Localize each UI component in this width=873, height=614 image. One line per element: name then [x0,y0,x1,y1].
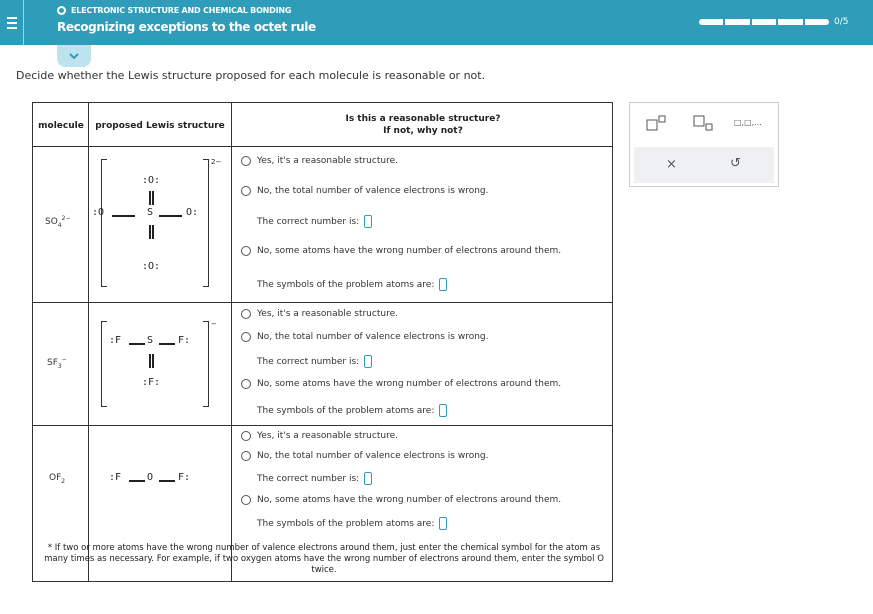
problem-atoms-field: The symbols of the problem atoms are: [257,278,447,291]
correct-number-field: The correct number is: [257,215,372,228]
problem-atoms-field: The symbols of the problem atoms are: [257,404,447,417]
option-yes[interactable]: Yes, it's a reasonable structure. [241,431,398,441]
option-yes[interactable]: Yes, it's a reasonable structure. [241,309,398,319]
atom-o-left: :O [92,207,105,218]
radio-button[interactable] [241,186,251,196]
single-bond [112,215,135,217]
atom-f-right: F: [178,335,191,346]
radio-button[interactable] [241,332,251,342]
atom-f-left: :F [109,335,122,346]
col-header-molecule: molecule [38,121,84,131]
problem-atoms-input[interactable] [439,278,447,291]
correct-number-input[interactable] [364,472,372,485]
double-bond [149,354,154,368]
molecule-formula: $SO_4^{2-}$ [45,215,71,229]
left-bracket [101,321,107,407]
progress-label: 0/5 [834,17,849,27]
lewis-structure-table [32,102,613,582]
undo-icon[interactable]: ↺ [730,156,741,171]
radio-button[interactable] [241,309,251,319]
option-wrong-atoms[interactable]: No, some atoms have the wrong number of electrons around them. [241,379,561,389]
list-tool-icon[interactable]: □,□,... [734,118,762,127]
option-wrong-atoms[interactable]: No, some atoms have the wrong number of electrons around them. [241,246,561,256]
single-bond [129,480,145,482]
atom-f-left: :F [109,472,122,483]
progress-bar [699,19,829,25]
radio-button[interactable] [241,451,251,461]
subscript-tool-icon[interactable] [693,115,713,134]
page-title: Recognizing exceptions to the octet rule [57,20,316,34]
atom-o-bottom: :O: [142,261,161,272]
single-bond [129,343,145,345]
problem-atoms-input[interactable] [439,404,447,417]
problem-atoms-input[interactable] [439,517,447,530]
answer-tool-palette [629,102,779,187]
atom-s-center: S [147,207,154,218]
topic-status-icon [57,6,66,15]
option-wrong-total[interactable]: No, the total number of valence electrons is wrong. [241,186,489,196]
option-wrong-atoms[interactable]: No, some atoms have the wrong number of electrons around them. [241,495,561,505]
correct-number-input[interactable] [364,215,372,228]
superscript-tool-icon[interactable] [646,115,666,134]
atom-o-center: O [147,472,154,483]
radio-button[interactable] [241,431,251,441]
footnote: * If two or more atoms have the wrong number of valence electrons around them, just enter the chemical symbol for the atom as many times as necessary. For example, if two oxygen atoms have the wrong number of electrons around them, enter the symbol O twice. [44,543,604,575]
topic-label: ELECTRONIC STRUCTURE AND CHEMICAL BONDING [57,6,291,15]
radio-button[interactable] [241,246,251,256]
radio-button[interactable] [241,495,251,505]
option-yes[interactable]: Yes, it's a reasonable structure. [241,156,398,166]
atom-f-bottom: :F: [142,377,161,388]
radio-button[interactable] [241,379,251,389]
right-bracket [203,321,209,407]
molecule-formula: $SF_3^-$ [47,356,67,370]
correct-number-field: The correct number is: [257,355,372,368]
single-bond [159,343,175,345]
single-bond [159,480,175,482]
palette-actions [634,147,774,183]
molecule-formula: $OF_2$ [49,473,66,485]
correct-number-field: The correct number is: [257,472,372,485]
right-bracket [203,159,209,287]
option-wrong-total[interactable]: No, the total number of valence electrons is wrong. [241,332,489,342]
atom-s-center: S [147,335,154,346]
correct-number-input[interactable] [364,355,372,368]
top-bar [0,0,873,45]
question-prompt: Decide whether the Lewis structure proposed for each molecule is reasonable or not. [16,69,486,82]
radio-button[interactable] [241,156,251,166]
double-bond [149,225,154,239]
double-bond [149,191,154,205]
col-header-lewis: proposed Lewis structure [95,121,225,131]
single-bond [159,215,182,217]
ion-charge: − [211,320,217,328]
atom-o-top: :O: [142,175,161,186]
clear-icon[interactable]: × [666,157,677,172]
ion-charge: 2− [211,158,222,166]
atom-f-right: F: [178,472,191,483]
menu-icon[interactable] [0,0,24,45]
left-bracket [101,159,107,287]
atom-o-right: O: [186,207,199,218]
option-wrong-total[interactable]: No, the total number of valence electrons is wrong. [241,451,489,461]
problem-atoms-field: The symbols of the problem atoms are: [257,517,447,530]
col-header-question: Is this a reasonable structure? If not, why not? [345,114,501,136]
collapse-toggle[interactable] [57,45,91,67]
chevron-down-icon [69,53,79,60]
